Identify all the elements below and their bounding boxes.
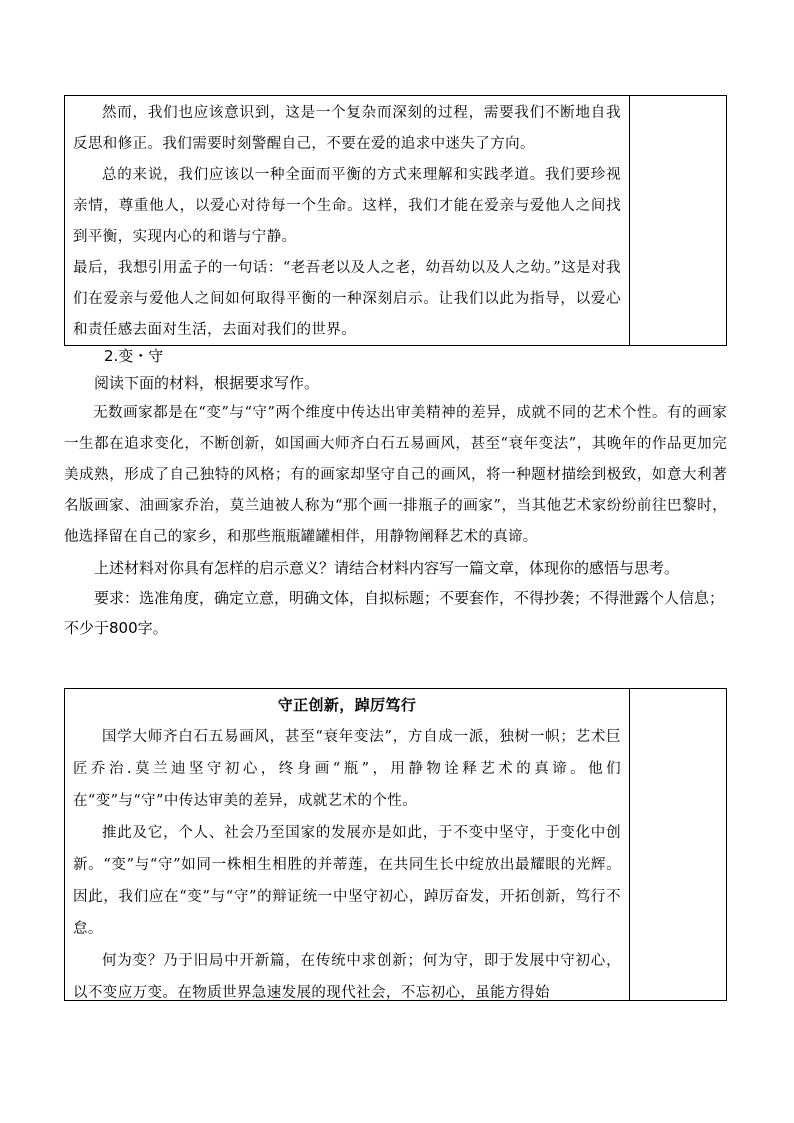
comment-cell-top xyxy=(630,96,726,345)
prompt-instruction: 阅读下面的材料，根据要求写作。 xyxy=(94,374,320,392)
writing-prompt xyxy=(64,344,727,643)
prompt-material: 无数画家都是在“变”与“守”两个维度中传达出审美精神的差异，成就不同的艺术个性。有的画家一生都在追求变化，不断创新，如国画大师齐白石五易画风，甚至“衰年变法”，其晚年的作品更加完美成熟，形成了自己独特的风格；有的画家却坚守自己的画风，将一种题材描绘到极致，如意大利著名版画家、油画家乔治，莫兰迪被人称为“那个画一排瓶子的画家”，当其他艺术家纷纷前往巴黎时，他选择留在自己的家乡，和那些瓶瓶罐罐相伴，用静物阐释艺术的真谛。 xyxy=(64,405,727,545)
essay-paragraph: 最后，我想引用孟子的一句话：“老吾老以及人之老，幼吾幼以及人之幼。”这是对我们在爱亲与爱他人之间如何取得平衡的一种深刻启示。让我们以此为指导，以爱心和责任感去面对生活，去面对我们的世界。 xyxy=(73,260,621,338)
essay-cell-top xyxy=(65,96,630,345)
essay-paragraph: 推此及它，个人、社会乃至国家的发展亦是如此，于不变中坚守，于变化中创新。“变”与“守”如同一株相生相胜的并蒂莲，在共同生长中绽放出最耀眼的光辉。因此，我们应在“变”与“守”的辩证统一中坚守初心，踔厉奋发，开拓创新，笃行不怠。 xyxy=(73,825,621,937)
prompt-question: 上述材料对你具有怎样的启示意义？请结合材料内容写一篇文章，体现你的感悟与思考。 xyxy=(94,559,680,577)
prompt-requirements: 要求：选准角度，确定立意，明确文体，自拟标题；不要套作，不得抄袭；不得泄露个人信息；不少于800字。 xyxy=(64,589,725,637)
section-title: 2.变・守 xyxy=(104,347,164,365)
essay-paragraph: 何为变？乃于旧局中开新篇，在传统中求创新；何为守，即于发展中守初心，以不变应万变。在物质世界急速发展的现代社会，不忘初心，虽能方得始 xyxy=(73,953,621,1001)
comment-cell-bottom xyxy=(630,689,726,1000)
essay-table-bottom xyxy=(64,688,727,1001)
essay-paragraph: 总的来说，我们应该以一种全面而平衡的方式来理解和实践孝道。我们要珍视亲情，尊重他人，以爱心对待每一个生命。这样，我们才能在爱亲与爱他人之间找到平衡，实现内心的和谐与宁静。 xyxy=(73,167,621,245)
essay-paragraph: 然而，我们也应该意识到，这是一个复杂而深刻的过程，需要我们不断地自我反思和修正。我们需要时刻警醒自己，不要在爱的追求中迷失了方向。 xyxy=(73,105,621,152)
essay-table-top xyxy=(64,95,727,346)
essay-paragraph: 国学大师齐白石五易画风，甚至“衰年变法”，方自成一派，独树一帜；艺术巨匠乔治.莫兰迪坚守初心，终身画“瓶”，用静物诠释艺术的真谛。他们在“变”与“守”中传达审美的差异，成就艺术的个性。 xyxy=(73,729,621,809)
essay-title: 守正创新，踔厉笃行 xyxy=(277,696,417,714)
essay-cell-bottom xyxy=(65,689,630,1000)
